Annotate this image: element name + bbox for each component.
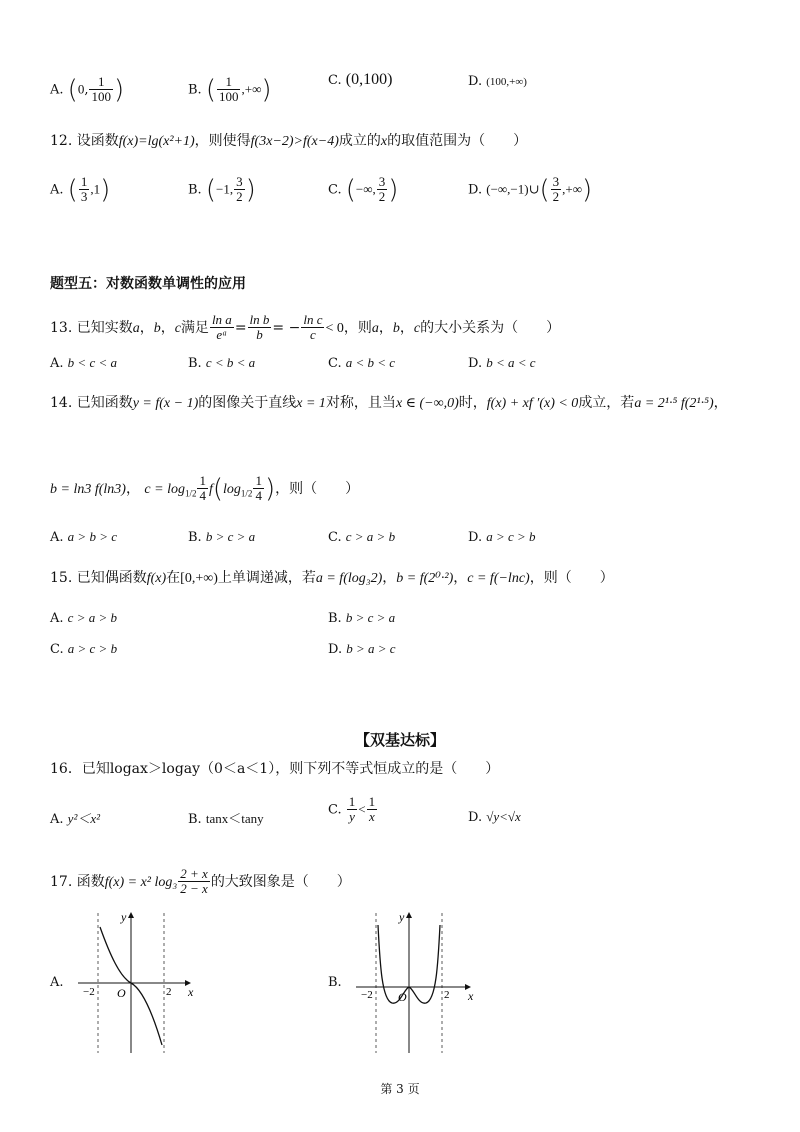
q12-option-b[interactable]: B. (−1, $\frac{3}{2}$ ) [188, 174, 256, 205]
math-variable: a [371, 320, 379, 336]
option-a-left: −∞, [355, 181, 376, 197]
math-expression: y = f(x − 1) [132, 396, 199, 411]
math-expression: b = f(2⁰·²) [396, 571, 454, 586]
math-expression: f(x) + xf ′(x) < 0 [486, 396, 579, 411]
math-variable: x [380, 134, 388, 149]
option-label: A. [50, 812, 64, 827]
option-label: C. [328, 802, 342, 818]
stem-text: 的大小关系为（ ） [420, 319, 561, 336]
x-axis-label: x [188, 985, 194, 999]
stem-text: 已知偶函数 [76, 570, 147, 586]
option-label: C. [328, 182, 342, 198]
origin-label: O [398, 990, 407, 1004]
q15-option-c[interactable] [50, 642, 117, 656]
q11-option-c[interactable] [328, 72, 392, 88]
question-number: 15. [50, 570, 73, 586]
q15-option-d[interactable] [328, 642, 396, 656]
frac-den: 4 [199, 488, 206, 504]
math-expression: c = f(−lnc) [467, 571, 530, 586]
math-expression: [0,+∞) [180, 571, 218, 586]
q15-option-b[interactable] [328, 611, 395, 625]
question-number: 13. [50, 319, 73, 336]
option-label: A. [50, 356, 64, 371]
option-label: C. [328, 356, 342, 371]
option-text: < [358, 801, 366, 817]
math-expression: log [223, 481, 241, 497]
frac-den: 4 [255, 488, 262, 504]
option-label: A. [50, 82, 64, 98]
tick-pos2: 2 [166, 986, 172, 998]
stem-text: 时， [458, 395, 487, 411]
graph-b-label[interactable]: B. [328, 975, 342, 990]
math-expression: b = ln3 f(ln3) [50, 481, 126, 497]
frac-den: 2 − x [180, 881, 208, 897]
frac-den: 2 [378, 189, 386, 205]
frac-num: ln b [249, 312, 270, 327]
option-label: B. [188, 82, 202, 98]
stem-text: 成立，若 [578, 395, 635, 411]
q12-stem [50, 134, 527, 149]
option-label: A. [50, 182, 64, 198]
option-label: D. [328, 642, 343, 657]
option-a-left: 0 [77, 81, 85, 97]
q16-option-c[interactable] [328, 795, 378, 825]
stem-text: ， [125, 480, 140, 497]
stem-text: 满足 [180, 319, 209, 336]
math-expression: f(3x−2)>f(x−4) [250, 134, 339, 149]
frac-den: eᵃ [216, 327, 228, 343]
stem-text: 已知函数 [76, 395, 133, 411]
section-heading: 【双基达标】 [354, 731, 445, 749]
stem-text: 的取值范围为（ ） [387, 133, 528, 149]
frac-den: 100 [218, 89, 239, 105]
q11-option-d[interactable] [468, 75, 527, 88]
option-label: C. [328, 73, 342, 88]
log-base: 1/2 [240, 488, 253, 499]
frac-num: 1 [80, 174, 88, 189]
stem-text: 对称，且当 [325, 395, 396, 411]
stem-text: 已知实数 [76, 319, 133, 336]
option-text: (0,100) [345, 71, 393, 88]
q12-option-a[interactable]: A. ( $\frac{1}{3}$ ,1) [50, 174, 111, 205]
stem-text: 设函数 [76, 133, 119, 149]
q16-option-b[interactable] [188, 812, 264, 826]
tick-pos2: 2 [444, 989, 450, 1001]
question-number: 12. [50, 133, 73, 149]
tick-neg2: −2 [83, 986, 95, 998]
option-text: y²＜x² [67, 811, 101, 826]
option-label: C. [50, 642, 64, 657]
math-variable: b [392, 320, 400, 336]
option-label: B. [188, 530, 202, 545]
graph-a[interactable] [70, 905, 210, 1055]
option-b-right: ,+∞ [241, 81, 262, 97]
option-text: c < b < a [205, 355, 256, 370]
math-variable: c [413, 320, 421, 336]
option-text: tanx＜tany [205, 811, 264, 826]
math-variable: b [153, 320, 161, 336]
option-text: √y<√x [486, 809, 521, 824]
frac-den: y [349, 809, 355, 825]
math-expression: a = f(log₃2) [315, 571, 383, 586]
question-number: 17. [50, 873, 73, 890]
tick-neg2: −2 [361, 989, 373, 1001]
frac-num: 1 [348, 794, 356, 809]
math-variable: c [174, 320, 181, 336]
q17-stem [50, 867, 351, 897]
math-expression: x ∈ (−∞,0) [395, 396, 459, 411]
math-expression: f(x)=lg(x²+1) [118, 134, 195, 149]
frac-den: 100 [91, 89, 111, 105]
stem-text: 的大致图象是（ ） [210, 873, 351, 890]
stem-text: 函数 [76, 873, 105, 890]
q14-option-b[interactable] [188, 530, 255, 544]
option-label: D. [468, 74, 483, 89]
frac-num: ln c [303, 312, 323, 327]
q16-stem: 16．已知logax＞logay（0＜a＜1），则下列不等式恒成立的是（ ） [50, 761, 500, 777]
option-text: b > c > a [205, 529, 256, 544]
option-a-left: (−∞,−1)∪ [486, 181, 540, 197]
frac-num: 3 [552, 174, 560, 189]
stem-text: 的图像关于直线 [198, 395, 297, 411]
page-number: 第 3 页 [380, 1082, 420, 1096]
frac-num: 3 [236, 174, 243, 189]
option-text: a > b > c [67, 529, 117, 544]
q13-option-c[interactable] [328, 356, 395, 370]
option-text: c > a > b [345, 529, 396, 544]
option-label: D. [468, 530, 483, 545]
q13-option-a[interactable] [50, 356, 117, 370]
math-expression: f [208, 481, 213, 497]
x-axis-label: x [468, 989, 474, 1003]
q14-stem-line2: b = ln3 f(ln3)， $c = \log_{1/2}$ $\frac{1}{4}$ $f(\log_{1/2}$ $\frac{1}{4}$ )，则（ ） [50, 473, 360, 504]
y-axis-label: y [121, 910, 127, 924]
frac-den: b [256, 327, 263, 343]
option-a-left: −1, [215, 181, 234, 197]
frac-num: 2 + x [180, 866, 208, 881]
y-axis-label: y [399, 910, 405, 924]
q12-option-d[interactable]: D. (−∞,−1)∪( $\frac{3}{2}$ ,+∞) [468, 174, 593, 205]
option-b-right: ,1 [90, 181, 101, 197]
stem-text: 成立的 [338, 133, 381, 149]
option-label: D. [468, 810, 483, 825]
q14-option-c[interactable] [328, 530, 395, 544]
frac-num: 1 [89, 75, 113, 90]
q15-option-a[interactable] [50, 611, 117, 625]
q13-stem: 13. 已知实数a，b，c满足 $\frac{\text{ln a}}{\text{eᵃ}}$ = $\frac{\text{ln b}}{b}$ = − $\frac{\text{ln c}}{c}$ < 0，则a，b，c的大小关系为（ ） [50, 312, 561, 343]
frac-den: x [368, 809, 375, 825]
option-text: b > c > a [345, 610, 396, 625]
frac-num: 1 [199, 473, 206, 488]
graph-b[interactable] [348, 905, 488, 1055]
frac-num: 1 [217, 75, 241, 90]
frac-num: 1 [368, 794, 376, 809]
option-text: b < c < a [67, 355, 117, 370]
section-heading: 题型五：对数函数单调性的应用 [50, 276, 246, 292]
option-text: c > a > b [67, 610, 117, 625]
option-label: A. [50, 530, 64, 545]
math-expression: x = 1 [296, 396, 326, 411]
option-label: A. [50, 611, 64, 626]
q16-option-a[interactable] [50, 812, 100, 826]
frac-den: c [310, 327, 316, 343]
log-base: 1/2 [184, 488, 197, 499]
option-b-right: ,+∞ [562, 181, 582, 197]
option-text: b > a > c [346, 641, 396, 656]
frac-num: ln a [211, 312, 232, 327]
option-label: B. [188, 356, 202, 371]
option-text: (100,+∞) [486, 76, 527, 88]
option-label: D. [468, 356, 483, 371]
stem-text: ，则（ ） [275, 480, 360, 497]
question-number: 14. [50, 395, 73, 411]
option-text: a < b < c [345, 355, 396, 370]
option-text: b < a < c [486, 355, 536, 370]
q12-option-c[interactable]: C. (−∞, $\frac{3}{2}$ ) [328, 174, 399, 205]
q11-option-b[interactable]: B. ( $\frac{1}{100}$ ,+∞) [188, 74, 272, 105]
math-expression: a = 2¹·⁵ f(2¹·⁵) [634, 396, 714, 411]
option-label: D. [468, 182, 483, 198]
q13-option-d[interactable] [468, 356, 536, 370]
q14-option-a[interactable] [50, 530, 117, 544]
q13-option-b[interactable] [188, 356, 255, 370]
stem-text: 在 [166, 570, 181, 586]
math-variable: a [132, 320, 140, 336]
graph-a-label[interactable]: A. [50, 975, 64, 990]
q14-stem-line1 [50, 396, 728, 411]
stem-text: ，则（ ） [529, 570, 614, 586]
origin-label: O [117, 986, 126, 1000]
frac-num: 3 [378, 174, 386, 189]
option-text: a > c > b [486, 529, 536, 544]
option-label: B. [188, 182, 202, 198]
q11-option-a[interactable]: A. (0, $\frac{1}{100}$ ) [50, 74, 125, 105]
frac-den: 2 [552, 189, 560, 205]
stem-text: 上单调递减，若 [217, 570, 316, 586]
q14-option-d[interactable] [468, 530, 536, 544]
option-label: C. [328, 530, 342, 545]
frac-num: 1 [255, 473, 262, 488]
frac-den: 2 [236, 189, 243, 205]
frac-den: 3 [80, 189, 88, 205]
stem-text: ，则使得 [194, 133, 251, 149]
stem-text: < 0，则 [325, 320, 372, 336]
option-label: B. [328, 611, 342, 626]
math-expression: c = log [144, 481, 185, 497]
q16-option-d[interactable] [468, 810, 521, 824]
math-expression: f(x) = x² log₃ [104, 874, 178, 890]
q15-stem: 15. 已知偶函数f(x)在[0,+∞)上单调递减，若a = f(log₃2)，b = f(2⁰·²)，c = f(−lnc)，则（ ） [50, 570, 614, 586]
option-text: a > c > b [67, 641, 118, 656]
math-expression: f(x) [146, 571, 167, 586]
option-label: B. [188, 812, 202, 827]
stem-text: ， [713, 395, 728, 411]
